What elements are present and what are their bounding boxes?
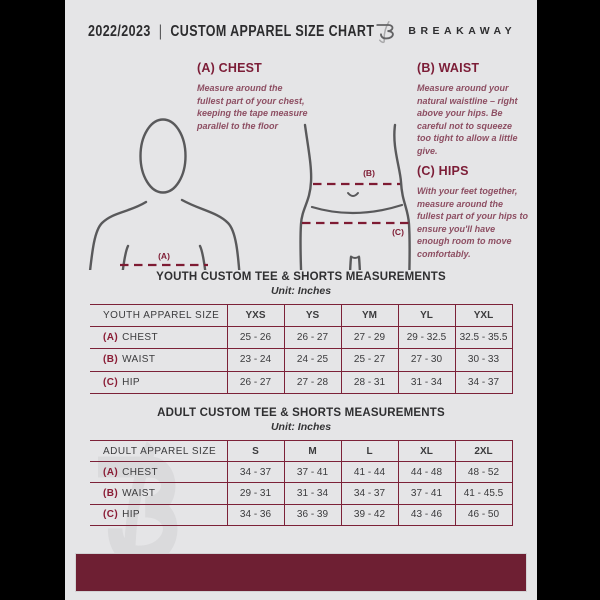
footer-accent-bar (75, 553, 527, 592)
youth-header-row (90, 305, 512, 327)
cell: 34 - 37 (455, 371, 512, 393)
row-label: CHEST (122, 466, 158, 478)
youth-section-unit: Unit: Inches (270, 285, 332, 297)
row-label: HIP (122, 376, 140, 388)
cell: 34 - 36 (227, 504, 284, 525)
hips-tag-label: (C) (392, 227, 404, 237)
cell: 46 - 50 (455, 504, 512, 525)
cell: 41 - 45.5 (455, 483, 512, 504)
cell: 31 - 34 (398, 371, 455, 393)
table-row (90, 327, 512, 349)
page-header (65, 14, 537, 48)
cell: 27 - 28 (284, 371, 341, 393)
cell: 25 - 26 (227, 327, 284, 349)
hips-guide-description: With your feet together, measure around the fullest part of your hips to ensure you'll have enough room to move comfortably. (417, 186, 529, 259)
chest-guide (197, 61, 311, 132)
cell: 27 - 29 (341, 327, 398, 349)
cell: 27 - 30 (398, 349, 455, 371)
column-header: M (284, 441, 341, 462)
table-row (90, 349, 512, 371)
chest-guide-heading: (A) CHEST (197, 61, 262, 75)
waist-guide-description: Measure around your natural waistline – right above your hips. Be careful not to squeeze too tight to allow a little give. (417, 83, 518, 156)
title-divider: | (158, 22, 163, 40)
column-header: XL (398, 441, 455, 462)
youth-section-title: YOUTH CUSTOM TEE & SHORTS MEASUREMENTS (156, 271, 446, 283)
adult-section-unit: Unit: Inches (270, 421, 332, 433)
column-header: ADULT APPAREL SIZE (90, 441, 227, 462)
breakaway-b-logo-icon (374, 18, 400, 45)
row-label: WAIST (122, 487, 156, 499)
column-header: YS (284, 305, 341, 327)
cell: 31 - 34 (284, 483, 341, 504)
cell: 28 - 31 (341, 371, 398, 393)
row-label: HIP (122, 509, 140, 521)
cell: 26 - 27 (227, 371, 284, 393)
youth-section (65, 271, 537, 394)
chart-title: CUSTOM APPAREL SIZE CHART (170, 22, 375, 40)
cell: 44 - 48 (398, 462, 455, 483)
cell: 30 - 33 (455, 349, 512, 371)
column-header: YXS (227, 305, 284, 327)
cell: 39 - 42 (341, 504, 398, 525)
waist-tag-label: (B) (363, 168, 375, 178)
row-key: (C) (103, 376, 119, 388)
table-row (90, 483, 512, 504)
size-chart-page (65, 0, 537, 600)
hips-guide (417, 164, 529, 260)
row-label: WAIST (122, 354, 156, 366)
cell: 37 - 41 (398, 483, 455, 504)
row-key: (A) (103, 332, 119, 344)
cell: 29 - 31 (227, 483, 284, 504)
cell: 23 - 24 (227, 349, 284, 371)
column-header: 2XL (455, 441, 512, 462)
row-key: (B) (103, 487, 119, 499)
cell: 29 - 32.5 (398, 327, 455, 349)
youth-size-table (90, 304, 513, 394)
adult-header-row (90, 441, 512, 462)
row-key: (C) (103, 509, 119, 521)
torso-figure (83, 120, 243, 271)
row-label: CHEST (122, 332, 158, 344)
lower-body-figure (300, 125, 409, 270)
column-header: S (227, 441, 284, 462)
cell: 32.5 - 35.5 (455, 327, 512, 349)
table-row (90, 462, 512, 483)
cell: 36 - 39 (284, 504, 341, 525)
adult-section (65, 407, 537, 526)
column-header: YL (398, 305, 455, 327)
season-label: 2022/2023 (88, 22, 151, 40)
waist-guide (417, 61, 525, 157)
row-key: (A) (103, 466, 119, 478)
hips-guide-heading: (C) HIPS (417, 164, 469, 178)
cell: 26 - 27 (284, 327, 341, 349)
chest-tag-label: (A) (158, 251, 170, 261)
page-title (88, 22, 374, 40)
column-header: L (341, 441, 398, 462)
cell: 34 - 37 (227, 462, 284, 483)
cell: 25 - 27 (341, 349, 398, 371)
adult-section-title: ADULT CUSTOM TEE & SHORTS MEASUREMENTS (157, 407, 445, 419)
table-row (90, 371, 512, 393)
cell: 43 - 46 (398, 504, 455, 525)
cell: 37 - 41 (284, 462, 341, 483)
brand-lockup (374, 18, 516, 45)
chest-guide-description: Measure around the fullest part of your chest, keeping the tape measure parallel to the floor (197, 83, 308, 131)
column-header: YM (341, 305, 398, 327)
cell: 34 - 37 (341, 483, 398, 504)
row-key: (B) (103, 354, 119, 366)
cell: 41 - 44 (341, 462, 398, 483)
table-row (90, 504, 512, 525)
cell: 48 - 52 (455, 462, 512, 483)
adult-size-table (90, 440, 513, 526)
waist-guide-heading: (B) WAIST (417, 61, 480, 75)
column-header: YXL (455, 305, 512, 327)
column-header: YOUTH APPAREL SIZE (90, 305, 227, 327)
cell: 24 - 25 (284, 349, 341, 371)
brand-name: BREAKAWAY (408, 25, 517, 37)
